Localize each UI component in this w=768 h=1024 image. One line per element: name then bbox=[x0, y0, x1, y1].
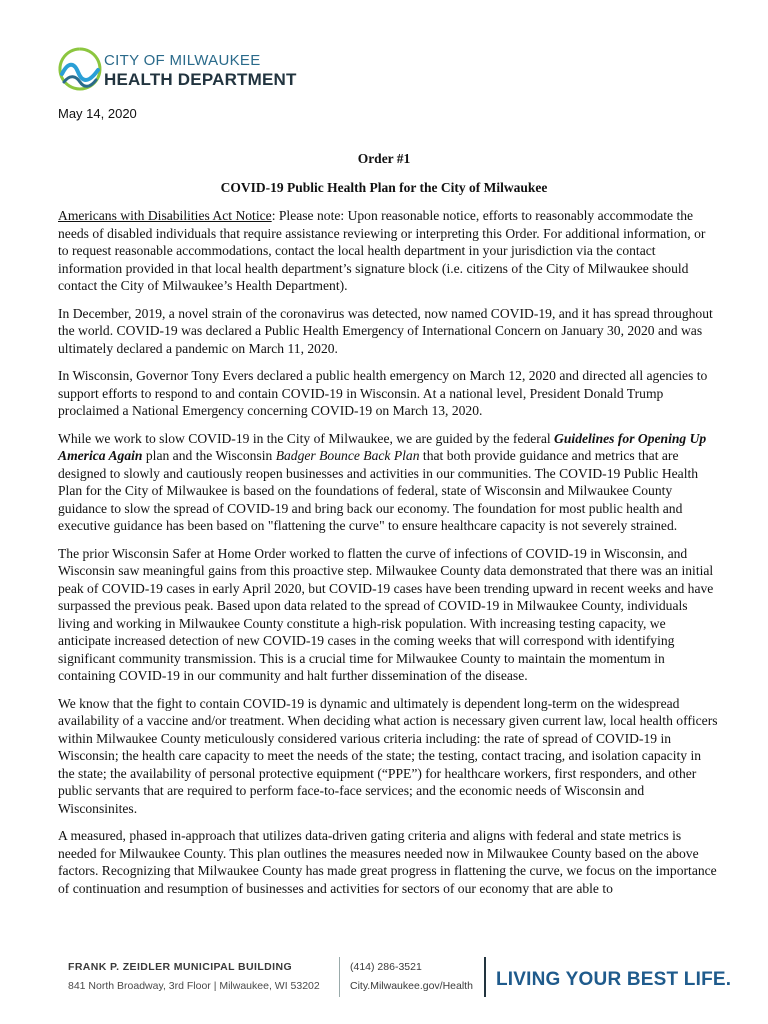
org-name-line1: CITY OF MILWAUKEE bbox=[104, 52, 261, 69]
plan-title: COVID-19 Public Health Plan for the City of Milwaukee bbox=[220, 180, 548, 195]
ada-notice-text: : Please note: Upon reasonable notice, efforts to reasonably accommodate the needs of disabled individuals that require assistance reviewing or interpreting this Order. For additional information, or to request reasonable accommodations, contact the local health department in your jurisdiction via the contact information provided in that local health department’s signature block (i.e. citizens of the City of Milwaukee should contact the City of Milwaukee’s Health Department). bbox=[58, 208, 706, 293]
footer-slogan: LIVING YOUR BEST LIFE. bbox=[496, 969, 732, 990]
document-body bbox=[58, 207, 718, 907]
paragraph-safer-at-home: The prior Wisconsin Safer at Home Order worked to flatten the curve of infections of COVID-19 in Wisconsin, and Wisconsin saw meaningful gains from this proactive step. Milwaukee County data demonstrated that there was an initial peak of COVID-19 cases in early April 2020, but COVID-19 cases have been trending upward in recent weeks and have surpassed the previous peak. Based upon data related to the spread of COVID-19 in Milwaukee County, individuals living and working in Milwaukee County constitute a high-risk population. With increasing testing capacity, we anticipate increased detection of new COVID-19 cases in the coming weeks that will correspond with identifying significant community transmission. This is a crucial time for Milwaukee County to maintain the momentum in containing COVID-19 in our community and halt further dissemination of the disease. bbox=[58, 545, 714, 683]
footer-address: 841 North Broadway, 3rd Floor | Milwaukee, WI 53202 bbox=[68, 980, 320, 992]
footer-building-name: FRANK P. ZEIDLER MUNICIPAL BUILDING bbox=[68, 961, 293, 973]
milwaukee-wave-logo-icon bbox=[58, 46, 102, 94]
footer-divider bbox=[339, 957, 340, 997]
guidelines-text-3: that both provide guidance and metrics that are designed to slowly and cautiously reopen businesses and activities in our communities. The COVID-19 Public Health Plan for the City of Milwaukee is based on the foundations of federal, state of Wisconsin and Milwaukee County guidance to slow the spread of COVID-19 and bring back our economy. The foundation for most public health and executive guidance has been based on "flattening the curve" to ensure healthcare capacity is not severely strained. bbox=[58, 448, 699, 533]
guidelines-italic-federal: Guidelines for Opening Up America Again bbox=[58, 430, 707, 463]
ada-notice-label: Americans with Disabilities Act Notice bbox=[58, 208, 272, 223]
org-name-line2: HEALTH DEPARTMENT bbox=[104, 70, 297, 89]
guidelines-text-2: plan and the Wisconsin bbox=[142, 448, 276, 463]
paragraph-background: In December, 2019, a novel strain of the coronavirus was detected, now named COVID-19, and it has spread throughout the world. COVID-19 was declared a Public Health Emergency of International Concern on January 30, 2020 and was ultimately declared a pandemic on March 11, 2020. bbox=[58, 305, 713, 356]
paragraph-criteria: We know that the fight to contain COVID-19 is dynamic and ultimately is dependent long-term on the widespread availability of a vaccine and/or treatment. When deciding what action is necessary given current law, local health officers within Milwaukee County meticulously considered various criteria including: the rate of spread of COVID-19 in Wisconsin; the health care capacity to meet the needs of the state; the testing, contact tracing, and isolation capacity in the state; the availability of personal protective equipment (“PPE”) for healthcare workers, first responders, and other public servants that are required to perform face-to-face services; and the economic needs of Wisconsin and Wisconsinites. bbox=[58, 695, 718, 816]
guidelines-text-1: While we work to slow COVID-19 in the City of Milwaukee, we are guided by the federal bbox=[58, 430, 555, 446]
paragraph-guidelines bbox=[58, 430, 718, 535]
ada-notice-paragraph bbox=[58, 207, 718, 295]
guidelines-italic-badger: Badger Bounce Back Plan bbox=[275, 448, 420, 463]
paragraph-wisconsin-emergency: In Wisconsin, Governor Tony Evers declared a public health emergency on March 12, 2020 and directed all agencies to support efforts to respond to and contain COVID-19 in Wisconsin. At a national level, President Donald Trump proclaimed a National Emergency concerning COVID-19 on March 13, 2020. bbox=[58, 368, 708, 418]
footer-phone: (414) 286-3521 bbox=[350, 961, 422, 973]
footer bbox=[0, 955, 768, 1005]
letterhead bbox=[58, 42, 358, 102]
order-title: Order #1 bbox=[357, 151, 411, 166]
footer-divider-bold bbox=[484, 957, 486, 997]
footer-website: City.Milwaukee.gov/Health bbox=[350, 980, 473, 992]
document-date: May 14, 2020 bbox=[58, 106, 137, 121]
paragraph-phased-approach: A measured, phased in-approach that utilizes data-driven gating criteria and aligns with federal and state metrics is needed for Milwaukee County. This plan outlines the measures needed now in Milwaukee County based on the above factors. Recognizing that Milwaukee County has made great progress in flattening the curve, we focus on the importance of continuation and resumption of businesses and activities for sectors of our economy that are able to bbox=[58, 828, 717, 896]
